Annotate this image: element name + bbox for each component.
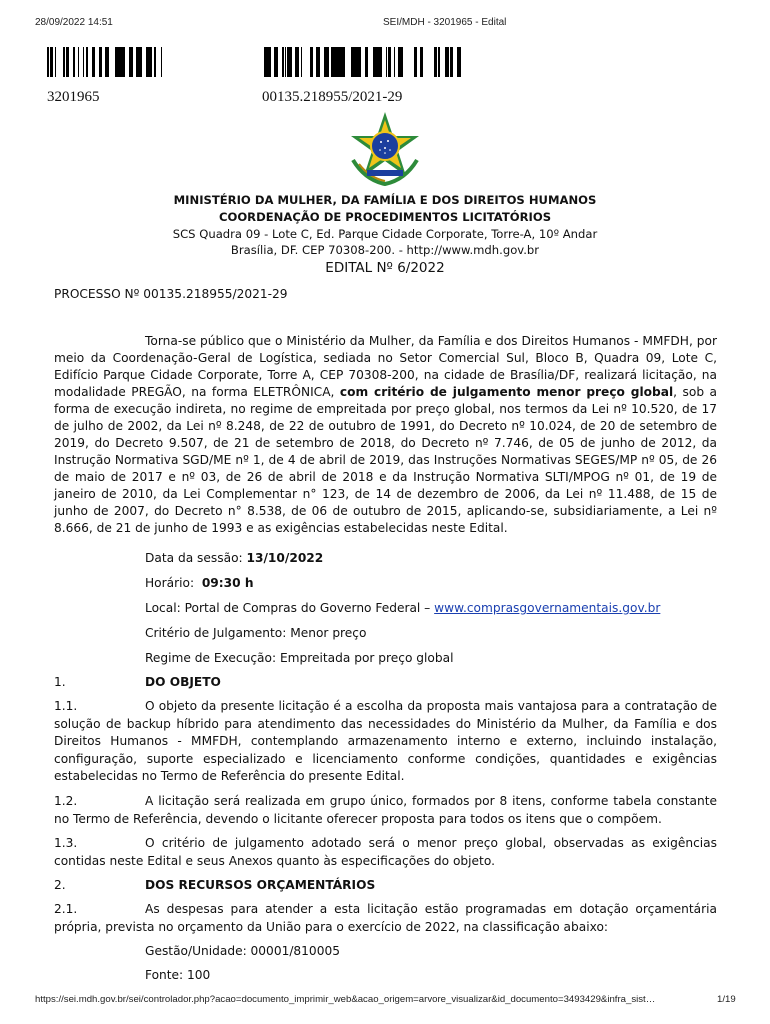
paragraph-1-1 [54,698,717,786]
fonte: Fonte: 100 [145,968,211,982]
intro-text-bold: com critério de julgamento menor preço global [339,385,674,399]
paragraph-1-2 [54,793,717,828]
ministry-name: MINISTÉRIO DA MULHER, DA FAMÍLIA E DOS DIREITOS HUMANOS [173,193,597,207]
coordination-name: COORDENAÇÃO DE PROCEDIMENTOS LICITATÓRIOS [218,210,552,224]
page-number: 1/19 [717,994,736,1005]
session-date-label: Data da sessão: [145,551,247,565]
paragraph-1-2-number: 1.2. [54,794,78,808]
regime-execucao: Regime de Execução: Empreitada por preço global [145,651,454,665]
paragraph-1-3 [54,835,717,870]
paragraph-2-1-number: 2.1. [54,902,78,916]
print-datetime: 28/09/2022 14:51 [35,17,113,28]
section-2-title: DOS RECURSOS ORÇAMENTÁRIOS [145,878,376,892]
coat-of-arms-icon [345,110,425,188]
section-2-number: 2. [54,878,66,892]
paragraph-1-3-number: 1.3. [54,836,78,850]
section-1-title: DO OBJETO [145,675,221,689]
session-time-value: 09:30 h [201,576,254,590]
document-id-number: 3201965 [47,89,100,105]
processo-number: PROCESSO Nº 00135.218955/2021-29 [54,287,288,301]
paragraph-2-1-text: As despesas para atender a esta licitação estão programadas em dotação orçamentária própria, prevista no orçamento da União para o exercício de 2022, na classificação abaixo: [54,902,717,934]
compras-governamentais-link[interactable]: www.comprasgovernamentais.gov.br [434,601,661,615]
session-local [145,601,660,615]
paragraph-1-2-text: A licitação será realizada em grupo único, formados por 8 itens, conforme tabela constante no Termo de Referência, devendo o licitante oferecer proposta para todos os itens que o compõem. [54,794,717,826]
intro-paragraph [54,333,717,537]
barcode-document-id [47,47,162,77]
address-line-2: Brasília, DF. CEP 70308-200. - http://www.mdh.gov.br [230,243,540,257]
paragraph-2-1 [54,901,717,936]
process-number: 00135.218955/2021-29 [262,89,403,105]
paragraph-1-1-number: 1.1. [54,699,78,713]
session-local-label: Local: Portal de Compras do Governo Federal – [145,601,435,615]
footer-url: https://sei.mdh.gov.br/sei/controlador.php?acao=documento_imprimir_web&acao_origem=arvore_visualizar&id_documento=3493429&infra_sist… [35,994,656,1005]
session-date-value: 13/10/2022 [246,551,324,565]
print-title: SEI/MDH - 3201965 - Edital [383,17,507,28]
paragraph-1-3-text: O critério de julgamento adotado será o menor preço global, observadas as exigências contidas neste Edital e seus Anexos quanto às especificações do objeto. [54,836,717,868]
address-line-1: SCS Quadra 09 - Lote C, Ed. Parque Cidade Corporate, Torre-A, 10º Andar [172,227,598,241]
edital-title: EDITAL Nº 6/2022 [325,260,445,276]
criterio-julgamento: Critério de Julgamento: Menor preço [145,626,367,640]
intro-text-part1: Torna-se público que o Ministério da Mulher, da Família e dos Direitos Humanos - MMFDH, por meio da Coordenação-Geral de Logística, sediada no Setor Comercial Sul, Bloco B, Quadra 09, Lote C, Edifício Parque Cidade Corporate, Torre A, CEP 70308-200, na cidade de Brasília/DF, realizará licitação, na modalidade PREGÃO, na forma ELETRÔNICA, [54,334,717,399]
section-1-number: 1. [54,675,66,689]
session-date [145,551,323,565]
gestao-unidade: Gestão/Unidade: 00001/810005 [145,944,340,958]
session-time-label: Horário: [145,576,202,590]
intro-text-part2: , sob a forma de execução indireta, no regime de empreitada por preço global, nos termos da Lei nº 10.520, de 17 de julho de 2002, da Lei nº 8.248, de 22 de outubro de 1991, do Decreto nº 10.024, de 20 de setembro de 2019, do Decreto 9.507, de 21 de setembro de 2018, do Decreto nº 7.746, de 05 de junho de 2012, da Instrução Normativa SGD/ME nº 1, de 4 de abril de 2019, das Instruções Normativas SEGES/MP nº 05, de 26 de maio de 2017 e nº 03, de 26 de abril de 2018 e da Instrução Normativa SLTI/MPOG nº 01, de 19 de janeiro de 2010, da Lei Complementar n° 123, de 14 de dezembro de 2006, da Lei nº 11.488, de 15 de junho de 2007, do Decreto n° 8.538, de 06 de outubro de 2015, aplicando-se, subsidiariamente, a Lei nº 8.666, de 21 de junho de 1993 e as exigências estabelecidas neste Edital. [54,385,718,535]
barcode-process-number [264,47,462,77]
session-time [145,576,254,590]
paragraph-1-1-text: O objeto da presente licitação é a escolha da proposta mais vantajosa para a contratação de solução de backup híbrido para atendimento das necessidades do Ministério da Mulher, da Família e dos Direitos Humanos - MMFDH, contemplando armazenamento interno e externo, incluindo instalação, configuração, suporte especializado e licenciamento conforme condições, quantidades e exigências estabelecidas no Termo de Referência do presente Edital. [54,699,717,783]
